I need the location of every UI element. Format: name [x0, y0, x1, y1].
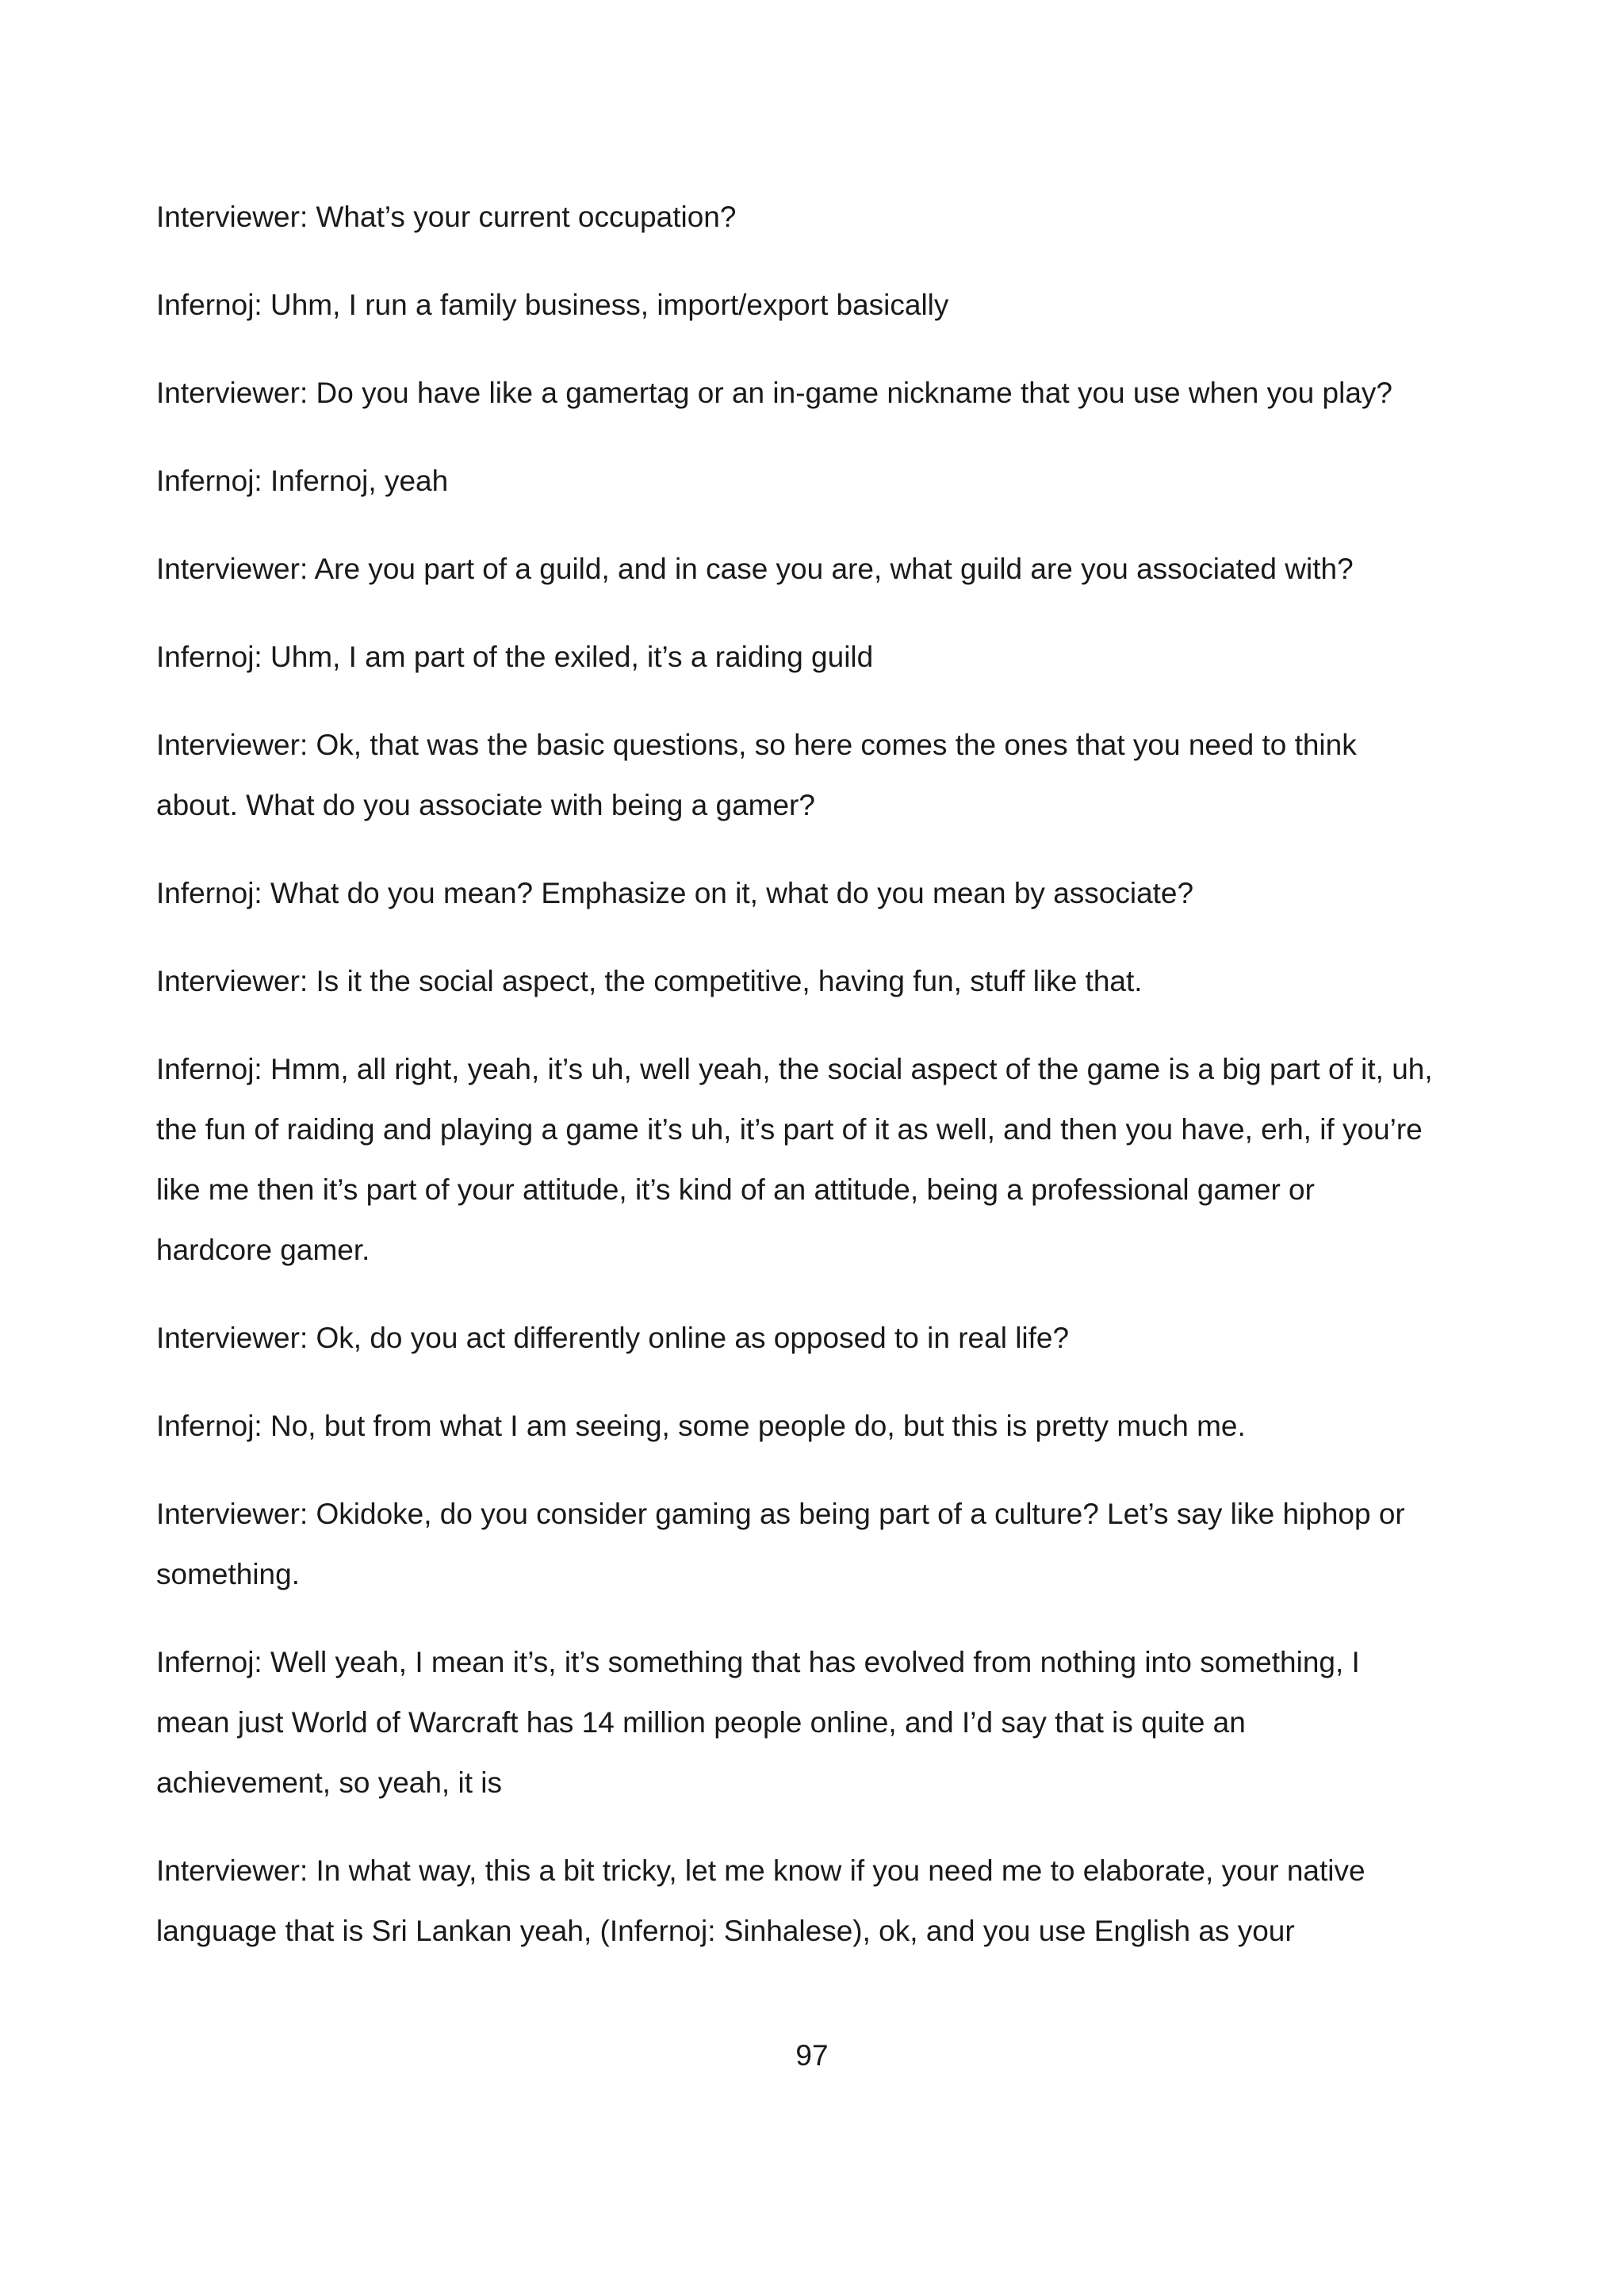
transcript-line: about. What do you associate with being a gamer?: [156, 789, 815, 821]
transcript-paragraph: [156, 1841, 1504, 1961]
transcript-line: Interviewer: In what way, this a bit tricky, let me know if you need me to elaborate, your native: [156, 1854, 1365, 1887]
transcript-line: like me then it’s part of your attitude, it’s kind of an attitude, being a professional gamer or: [156, 1173, 1315, 1206]
transcript-line: mean just World of Warcraft has 14 million people online, and I’d say that is quite an: [156, 1706, 1246, 1739]
transcript-line: Infernoj: Uhm, I run a family business, import/export basically: [156, 289, 949, 321]
transcript-line: Interviewer: Ok, do you act differently online as opposed to in real life?: [156, 1322, 1070, 1354]
transcript-paragraph: [156, 187, 1504, 247]
transcript-line: Infernoj: No, but from what I am seeing, some people do, but this is pretty much me.: [156, 1410, 1246, 1442]
transcript-line: Interviewer: Do you have like a gamertag or an in-game nickname that you use when you play?: [156, 377, 1392, 409]
transcript-line: Interviewer: Okidoke, do you consider gaming as being part of a culture? Let’s say like hiphop or: [156, 1498, 1405, 1530]
transcript-line: Interviewer: What’s your current occupation?: [156, 201, 737, 233]
transcript-paragraph: [156, 715, 1504, 836]
transcript-paragraph: [156, 1308, 1504, 1368]
transcript-line: Interviewer: Is it the social aspect, the competitive, having fun, stuff like that.: [156, 965, 1143, 997]
transcript-paragraph: [156, 1484, 1504, 1605]
transcript-line: hardcore gamer.: [156, 1234, 370, 1266]
transcript-paragraph: [156, 1396, 1504, 1456]
transcript-line: achievement, so yeah, it is: [156, 1766, 502, 1799]
transcript-paragraph: [156, 1632, 1504, 1813]
transcript-paragraph: [156, 451, 1504, 511]
transcript-paragraph: [156, 275, 1504, 335]
transcript-line: something.: [156, 1558, 300, 1590]
transcript-body: [156, 187, 1504, 1989]
transcript-line: Interviewer: Ok, that was the basic questions, so here comes the ones that you need to think: [156, 729, 1357, 761]
transcript-paragraph: [156, 951, 1504, 1012]
transcript-paragraph: [156, 863, 1504, 924]
transcript-paragraph: [156, 363, 1504, 423]
transcript-paragraph: [156, 539, 1504, 599]
transcript-line: Interviewer: Are you part of a guild, and in case you are, what guild are you associated with?: [156, 553, 1354, 585]
transcript-line: Infernoj: Well yeah, I mean it’s, it’s something that has evolved from nothing into something, I: [156, 1646, 1360, 1678]
transcript-line: language that is Sri Lankan yeah, (Infernoj: Sinhalese), ok, and you use English as your: [156, 1915, 1295, 1947]
page-number: 97: [795, 2039, 829, 2072]
transcript-line: Infernoj: What do you mean? Emphasize on it, what do you mean by associate?: [156, 877, 1194, 909]
transcript-line: Infernoj: Hmm, all right, yeah, it’s uh, well yeah, the social aspect of the game is a big part of it, uh,: [156, 1053, 1433, 1085]
transcript-paragraph: [156, 627, 1504, 687]
transcript-line: the fun of raiding and playing a game it’s uh, it’s part of it as well, and then you have, erh, if you’re: [156, 1113, 1423, 1146]
transcript-paragraph: [156, 1039, 1504, 1280]
transcript-line: Infernoj: Infernoj, yeah: [156, 465, 449, 497]
transcript-line: Infernoj: Uhm, I am part of the exiled, it’s a raiding guild: [156, 641, 874, 673]
